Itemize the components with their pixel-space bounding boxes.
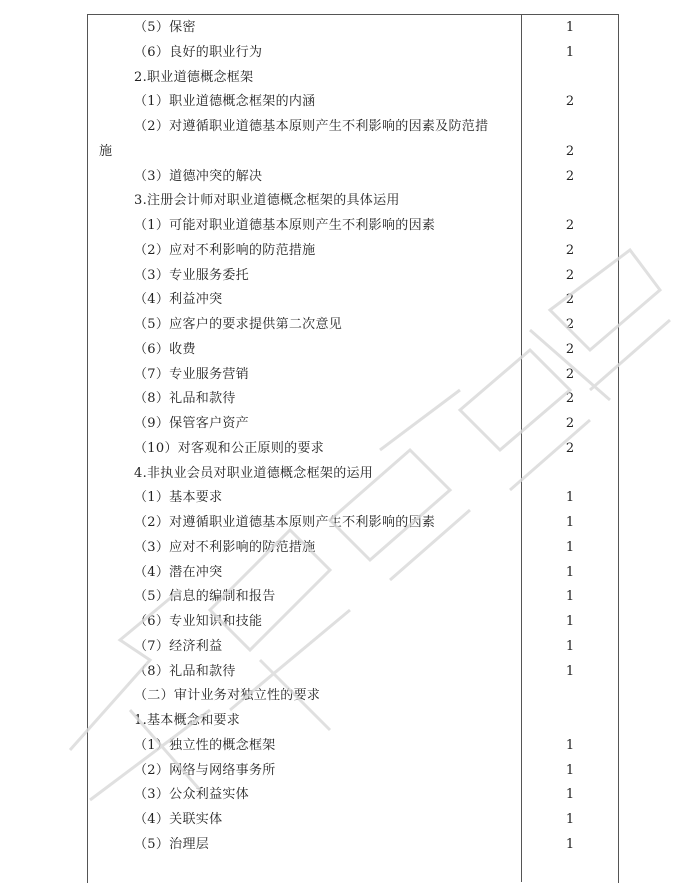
row-text: （5）信息的编制和报告 — [134, 589, 276, 605]
row-text: （2）网络与网络事务所 — [134, 762, 276, 778]
table-row — [0, 363, 695, 387]
row-text: （8）礼品和款待 — [134, 391, 236, 407]
table-row — [0, 412, 695, 436]
row-hours: 2 — [565, 366, 575, 382]
table-row — [0, 115, 695, 139]
row-text: （5）保密 — [134, 20, 196, 35]
row-text: （9）保管客户资产 — [134, 416, 249, 431]
row-hours: 1 — [565, 663, 575, 679]
row-text: 3.注册会计师对职业道德概念框架的具体运用 — [134, 193, 400, 209]
row-hours: 2 — [565, 292, 575, 308]
table-row — [0, 41, 695, 65]
table-row — [0, 783, 695, 807]
row-text: （6）收费 — [134, 341, 196, 357]
row-hours: 1 — [565, 737, 575, 753]
table-row — [0, 165, 695, 189]
table-row — [0, 486, 695, 510]
row-hours: 2 — [565, 94, 575, 110]
row-hours: 1 — [565, 787, 575, 803]
row-hours: 2 — [565, 143, 575, 159]
table-row — [0, 684, 695, 708]
table-row — [0, 462, 695, 486]
row-text: （1）基本要求 — [134, 490, 223, 506]
row-text: （3）应对不利影响的防范措施 — [134, 539, 316, 555]
table-row — [0, 214, 695, 238]
table-row — [0, 561, 695, 585]
table-row — [0, 610, 695, 634]
table-row — [0, 189, 695, 213]
row-hours: 2 — [565, 416, 575, 431]
table-row — [0, 759, 695, 783]
row-hours: 1 — [565, 539, 575, 555]
table-row — [0, 709, 695, 733]
row-text: （二）审计业务对独立性的要求 — [134, 688, 321, 704]
row-hours: 1 — [565, 762, 575, 778]
row-text: （10）对客观和公正原则的要求 — [134, 440, 325, 456]
row-hours: 1 — [565, 490, 575, 506]
row-text: （4）利益冲突 — [134, 292, 223, 308]
table-row — [0, 536, 695, 560]
row-text: （7）专业服务营销 — [134, 366, 249, 382]
row-hours: 2 — [565, 168, 575, 184]
row-text: （3）道德冲突的解决 — [134, 168, 263, 184]
row-text: （2）应对不利影响的防范措施 — [134, 242, 316, 258]
row-text: （6）专业知识和技能 — [134, 614, 263, 629]
row-text: （1）职业道德概念框架的内涵 — [134, 94, 316, 110]
row-text: 施 — [99, 143, 113, 159]
row-text: （3）公众利益实体 — [134, 787, 249, 803]
table-row — [0, 437, 695, 461]
row-hours: 2 — [565, 242, 575, 258]
table-row — [0, 635, 695, 659]
row-text: （4）潜在冲突 — [134, 564, 223, 580]
row-text: （3）专业服务委托 — [134, 267, 249, 283]
table-row — [0, 90, 695, 114]
row-text: （2）对遵循职业道德基本原则产生不利影响的因素 — [134, 515, 436, 530]
row-hours: 1 — [565, 812, 575, 827]
table-row — [0, 585, 695, 609]
table-row — [0, 288, 695, 312]
row-hours: 1 — [565, 614, 575, 629]
row-text: （8）礼品和款待 — [134, 663, 236, 679]
table-row — [0, 140, 695, 164]
row-hours: 1 — [565, 515, 575, 530]
row-text: 4.非执业会员对职业道德概念框架的运用 — [134, 465, 374, 481]
table-row — [0, 66, 695, 90]
row-hours: 2 — [565, 267, 575, 283]
table-row — [0, 16, 695, 40]
row-text: （4）关联实体 — [134, 812, 223, 827]
row-hours: 2 — [565, 317, 575, 332]
row-hours: 1 — [565, 564, 575, 580]
row-text: （1）可能对职业道德基本原则产生不利影响的因素 — [134, 218, 436, 233]
row-text: （5）治理层 — [134, 836, 210, 852]
row-text: （2）对遵循职业道德基本原则产生不利影响的因素及防范措 — [134, 119, 489, 134]
row-hours: 2 — [565, 440, 575, 456]
row-text: （7）经济利益 — [134, 638, 223, 654]
table-row — [0, 338, 695, 362]
table-row — [0, 660, 695, 684]
row-text: （1）独立性的概念框架 — [134, 737, 276, 753]
table-row — [0, 264, 695, 288]
table-row — [0, 387, 695, 411]
row-hours: 2 — [565, 391, 575, 407]
row-hours: 1 — [565, 836, 575, 852]
table-row — [0, 511, 695, 535]
row-text: 1.基本概念和要求 — [134, 713, 241, 728]
row-text: （6）良好的职业行为 — [134, 44, 263, 60]
table-row — [0, 808, 695, 832]
table-row — [0, 734, 695, 758]
row-hours: 1 — [565, 44, 575, 60]
table-row — [0, 239, 695, 263]
table-row — [0, 833, 695, 857]
row-hours: 2 — [565, 218, 575, 233]
row-hours: 1 — [565, 638, 575, 654]
table-row — [0, 313, 695, 337]
row-hours: 2 — [565, 341, 575, 357]
row-text: （5）应客户的要求提供第二次意见 — [134, 317, 343, 332]
row-hours: 1 — [565, 20, 575, 35]
row-hours: 1 — [565, 589, 575, 605]
row-text: 2.职业道德概念框架 — [134, 69, 254, 85]
